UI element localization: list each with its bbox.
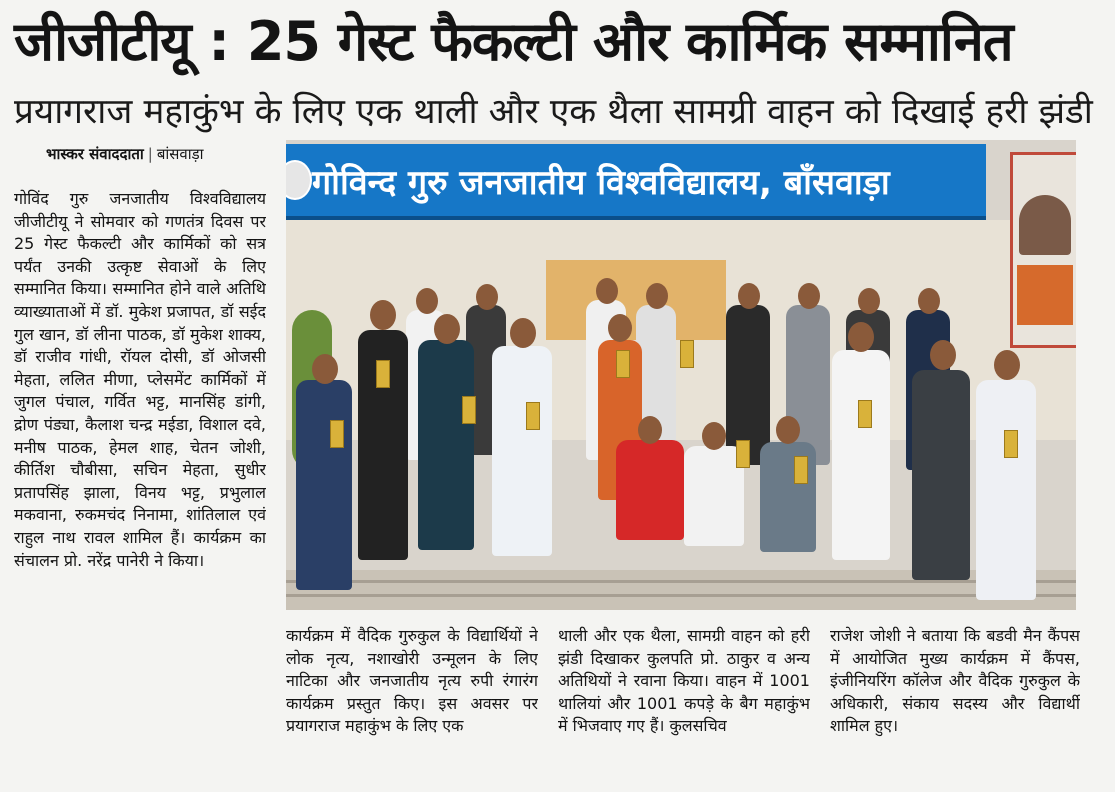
person-head xyxy=(370,300,396,330)
person xyxy=(976,380,1036,600)
person xyxy=(296,380,352,590)
person xyxy=(832,350,890,560)
university-logo-icon xyxy=(286,160,312,200)
poster-figure-body xyxy=(1017,265,1073,325)
person-head xyxy=(416,288,438,314)
trophy-icon xyxy=(462,396,476,424)
article-column-4: राजेश जोशी ने बताया कि बडवी मैन कैंपस में आयोजित मुख्य कार्यक्रम में कैंपस, इंजीनियरिंग कॉलेज और वैदिक गुरुकुल के अधिकारी, संकाय सदस्य और विद्यार्थी शामिल हुए। xyxy=(830,626,1080,736)
university-banner xyxy=(286,144,986,220)
byline-separator: | xyxy=(147,145,153,163)
person-head xyxy=(596,278,618,304)
subheadline: प्रयागराज महाकुंभ के लिए एक थाली और एक थैला सामग्री वाहन को दिखाई हरी झंडी xyxy=(14,92,1093,132)
person-head xyxy=(702,422,726,450)
person xyxy=(616,440,684,540)
trophy-icon xyxy=(376,360,390,388)
person-head xyxy=(918,288,940,314)
byline-reporter: भास्कर संवाददाता xyxy=(46,145,144,163)
stair-edge xyxy=(286,594,1076,597)
article-column-2: कार्यक्रम में वैदिक गुरुकुल के विद्यार्थियों ने लोक नृत्य, नशाखोरी उन्मूलन के लिए नाटिका और जनजातीय नृत्य रुपी रंगारंग कार्यक्रम प्रस्तुत किए। इस अवसर पर प्रयागराज महाकुंभ के लिए एक xyxy=(286,626,538,736)
person-head xyxy=(798,283,820,309)
person xyxy=(912,370,970,580)
person-head xyxy=(848,322,874,352)
trophy-icon xyxy=(330,420,344,448)
article-column-1: गोविंद गुरु जनजातीय विश्वविद्यालय जीजीटीयू ने सोमवार को गणतंत्र दिवस पर 25 गेस्ट फैकल्टी और कार्मिकों को सत्र पर्यंत उनकी उत्कृष्ट सेवाओं के लिए सम्मानित किया। सम्मानित होने वाले अतिथि व्याख्याताओं में डॉ. मुकेश प्रजापत, डॉ सईद गुल खान, डॉ लीना पाठक, डॉ मुकेश शाक्य, डॉ राजीव गांधी, रॉयल दोसी, डॉ ओजसी मेहता, ललित मीणा, प्लेसमेंट कार्मिकों में जुगल पंचाल, गर्वित भट्ट, मानसिंह डांगी, द्रोण पंड्या, कैलाश चन्द्र मईडा, विशाल दवे, मनीष पाठक, हेमल शाह, चेतन जोशी, कीर्तिश चौबीसा, सचिन मेहता, सुधीर प्रतापसिंह झाला, विनय भट्ट, प्रभुलाल मकवाना, रुकमचंद निनामा, शांतिलाल एवं राहुल नाथ रावल शामिल हैं। कार्यक्रम का संचालन प्रो. नरेंद्र पानेरी ने किया। xyxy=(14,189,266,570)
person-head xyxy=(608,314,632,342)
trophy-icon xyxy=(616,350,630,378)
trophy-icon xyxy=(1004,430,1018,458)
person-head xyxy=(738,283,760,309)
news-photo xyxy=(286,140,1076,610)
person-head xyxy=(994,350,1020,380)
banner-text: गोविन्द गुरु जनजातीय विश्वविद्यालय, बाँसवाड़ा xyxy=(312,163,890,203)
person-head xyxy=(434,314,460,344)
person-head xyxy=(312,354,338,384)
person-head xyxy=(476,284,498,310)
stair-edge xyxy=(286,580,1076,583)
person-head xyxy=(776,416,800,444)
trophy-icon xyxy=(680,340,694,368)
person-head xyxy=(510,318,536,348)
trophy-icon xyxy=(526,402,540,430)
byline xyxy=(46,144,204,166)
person xyxy=(418,340,474,550)
person-head xyxy=(930,340,956,370)
person-head xyxy=(858,288,880,314)
byline-place: बांसवाड़ा xyxy=(156,145,204,163)
person-head xyxy=(638,416,662,444)
person-head xyxy=(646,283,668,309)
wall-poster xyxy=(1010,152,1076,348)
trophy-icon xyxy=(794,456,808,484)
person xyxy=(684,446,744,546)
poster-figure xyxy=(1019,195,1071,255)
headline: जीजीटीयू : 25 गेस्ट फैकल्टी और कार्मिक सम्मानित xyxy=(14,10,1013,73)
article-column-3: थाली और एक थैला, सामग्री वाहन को हरी झंडी दिखाकर कुलपति प्रो. ठाकुर व अन्य अतिथियों ने रवाना किया। वाहन में 1001 थालियां और 1001 कपड़े के बैग महाकुंभ में भिजवाए गए हैं। कुलसचिव xyxy=(558,626,810,736)
trophy-icon xyxy=(736,440,750,468)
trophy-icon xyxy=(858,400,872,428)
person xyxy=(492,346,552,556)
